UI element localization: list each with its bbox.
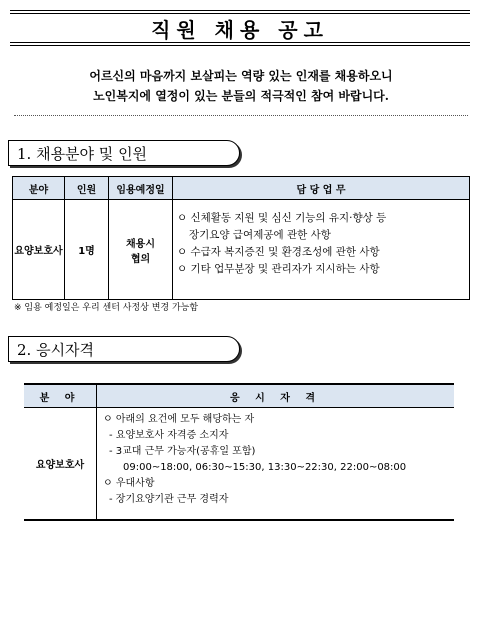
header-date: 임용예정일 bbox=[109, 177, 173, 200]
page-title: 직원 채용 공고 bbox=[151, 17, 329, 42]
cell-count: 1명 bbox=[65, 200, 109, 300]
date-line-2: 협의 bbox=[130, 253, 151, 265]
qual-line: ㅇ 아래의 요건에 모두 해당하는 자 bbox=[103, 414, 255, 425]
intro-line-1: 어르신의 마음까지 보살피는 역량 있는 인재를 채용하오니 bbox=[89, 69, 393, 83]
header-qualifications: 응 시 자 격 bbox=[97, 384, 455, 408]
duty-line: 장기요양 급여제공에 관한 사항 bbox=[189, 229, 331, 241]
table-row bbox=[13, 200, 470, 300]
note-text: ※ 임용 예정일은 우리 센터 사정상 변경 가능함 bbox=[14, 303, 199, 313]
header-field: 분야 bbox=[13, 177, 65, 200]
section-2-heading: 2. 응시자격 bbox=[8, 336, 240, 362]
dotted-divider bbox=[14, 115, 468, 116]
header-count: 인원 bbox=[65, 177, 109, 200]
duty-line: ㅇ 기타 업무분장 및 관리자가 지시하는 사항 bbox=[177, 263, 380, 275]
cell-field: 요양보호사 bbox=[13, 200, 65, 300]
intro-text bbox=[0, 66, 482, 106]
title-box bbox=[10, 10, 470, 46]
qualification-table bbox=[24, 383, 454, 521]
duty-line: ㅇ 수급자 복지증진 및 환경조성에 관한 사항 bbox=[177, 246, 380, 258]
cell-qualifications bbox=[97, 408, 455, 520]
cell-duties bbox=[173, 200, 470, 300]
cell-field: 요양보호사 bbox=[24, 408, 97, 520]
intro-line-2: 노인복지에 열정이 있는 분들의 적극적인 참여 바랍니다. bbox=[93, 89, 389, 103]
recruitment-table bbox=[12, 176, 470, 300]
section-1-heading: 1. 채용분야 및 인원 bbox=[8, 140, 240, 166]
qual-line: 09:00~18:00, 06:30~15:30, 13:30~22:30, 22:00~08:00 bbox=[123, 462, 407, 473]
header-field: 분 야 bbox=[24, 384, 97, 408]
table-header-row bbox=[13, 177, 470, 200]
date-line-1: 채용시 bbox=[126, 238, 155, 250]
duty-line: ㅇ 신체활동 지원 및 심신 기능의 유지·향상 등 bbox=[177, 212, 387, 224]
table-row bbox=[24, 408, 454, 520]
table-header-row bbox=[24, 384, 454, 408]
header-duties: 담 당 업 무 bbox=[173, 177, 470, 200]
qual-line: - 장기요양기관 근무 경력자 bbox=[109, 494, 229, 505]
qual-line: ㅇ 우대사항 bbox=[103, 478, 155, 489]
qual-line: - 3교대 근무 가능자(공휴일 포함) bbox=[109, 446, 256, 457]
qual-line: - 요양보호사 자격증 소지자 bbox=[109, 430, 229, 441]
cell-date bbox=[109, 200, 173, 300]
